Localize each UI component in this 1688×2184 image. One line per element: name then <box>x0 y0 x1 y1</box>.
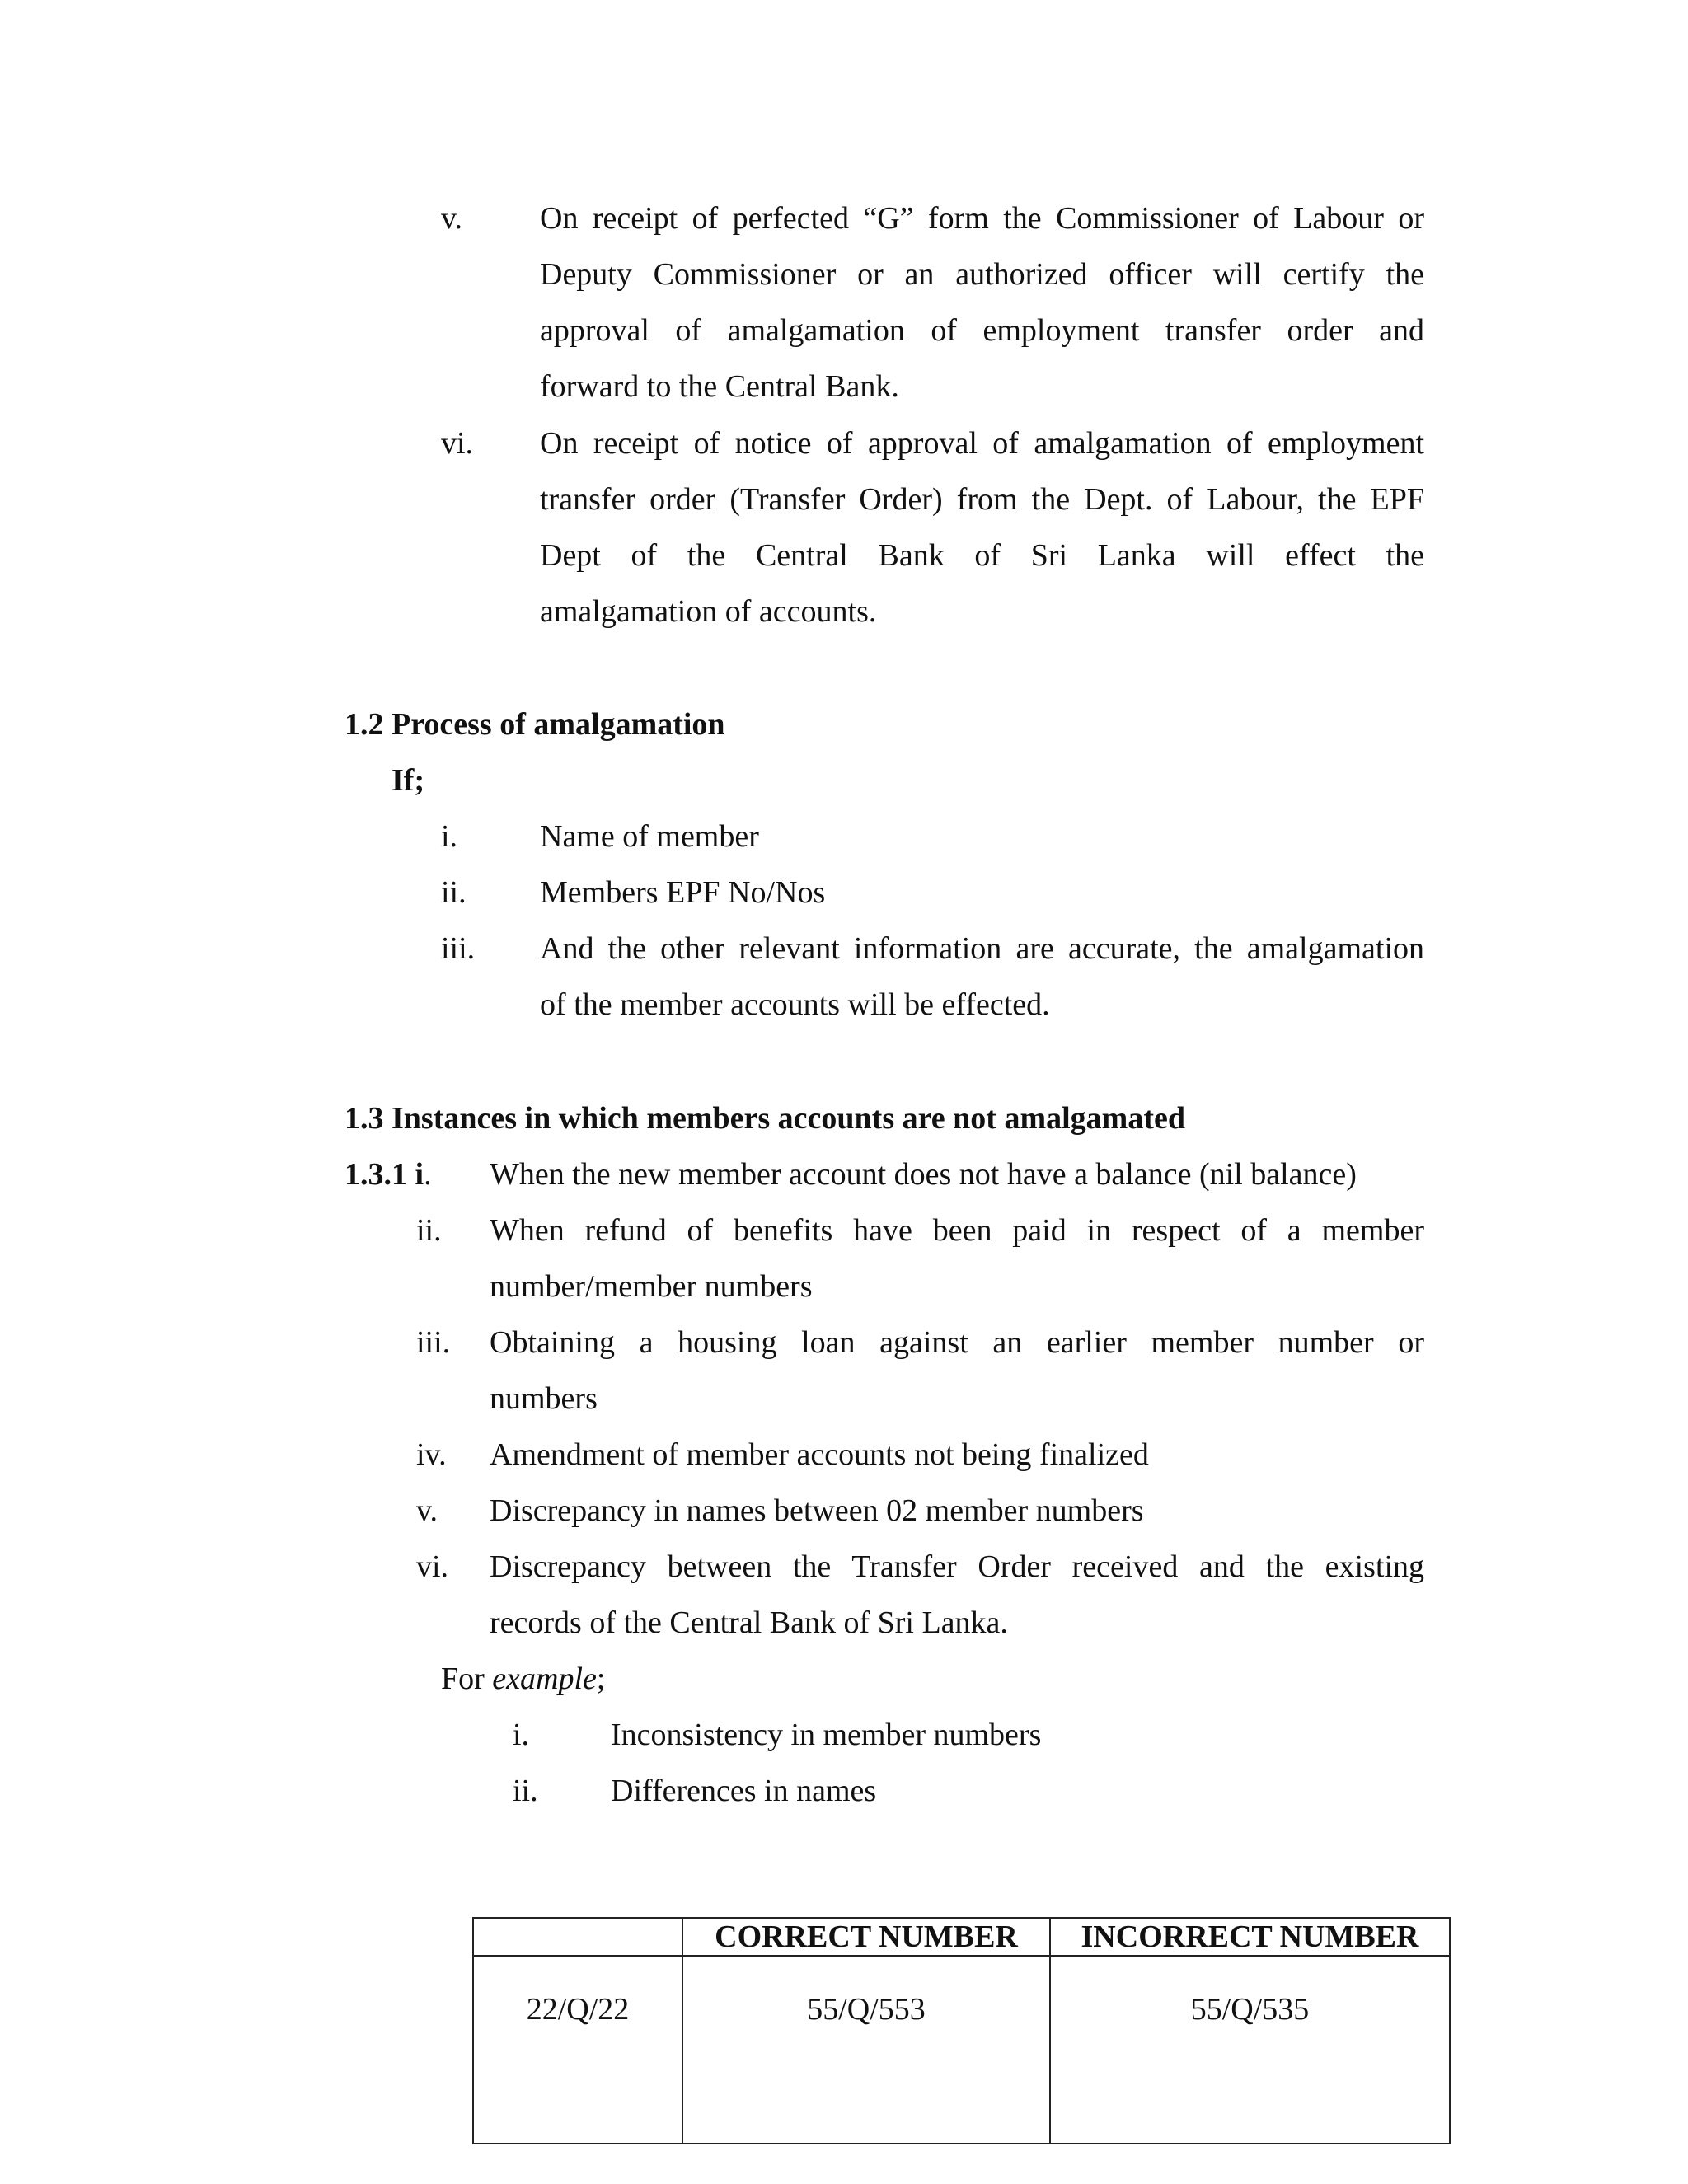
list-item: Discrepancy in names between 02 member numbers <box>490 1493 1144 1528</box>
if-label: If; <box>392 763 425 798</box>
list-number-v: v. <box>441 201 463 236</box>
section-heading-1-2: 1.2 Process of amalgamation <box>345 707 725 742</box>
list-item: When the new member account does not have a balance (nil balance) <box>490 1157 1357 1192</box>
list-number: i. <box>513 1718 530 1752</box>
section-heading-1-3: 1.3 Instances in which members accounts are not amalgamated <box>345 1101 1185 1136</box>
table-header-cell: INCORRECT NUMBER <box>1050 1918 1450 1956</box>
table-cell: 55/Q/535 <box>1050 1956 1450 2144</box>
example-intro <box>441 1663 605 1694</box>
list-item: When refund of benefits have been paid in respect of a member <box>490 1213 1424 1248</box>
list-number: v. <box>416 1493 438 1528</box>
example-word: example <box>492 1661 597 1696</box>
list-item: records of the Central Bank of Sri Lanka. <box>490 1605 1008 1640</box>
list-item: Name of member <box>540 819 759 854</box>
list-number: i. <box>441 819 458 854</box>
list-number-vi: vi. <box>441 426 474 461</box>
list-item-v-line-4: forward to the Central Bank. <box>540 369 899 404</box>
list-item: And the other relevant information are accurate, the amalgamation <box>540 931 1424 966</box>
table-header-row <box>473 1918 1450 1956</box>
list-number: vi. <box>416 1549 449 1584</box>
list-item: of the member accounts will be effected. <box>540 987 1050 1022</box>
list-item: Members EPF No/Nos <box>540 875 826 910</box>
example-suffix: ; <box>596 1661 606 1696</box>
list-item: Obtaining a housing loan against an earlier member number or <box>490 1325 1424 1360</box>
subsection-dot: . <box>424 1157 432 1192</box>
member-number-table <box>472 1917 1451 2144</box>
example-prefix: For <box>441 1661 493 1696</box>
list-item: Inconsistency in member numbers <box>611 1718 1042 1752</box>
list-item-vi-line-1: On receipt of notice of approval of amalgamation of employment <box>540 426 1424 461</box>
list-item-v-line-1: On receipt of perfected “G” form the Commissioner of Labour or <box>540 201 1424 236</box>
list-item: number/member numbers <box>490 1269 813 1304</box>
list-number: ii. <box>513 1774 538 1808</box>
table-cell: 22/Q/22 <box>473 1956 682 2144</box>
list-item-v-line-3: approval of amalgamation of employment transfer order and <box>540 313 1424 348</box>
list-item-v-line-2: Deputy Commissioner or an authorized officer will certify the <box>540 257 1424 292</box>
list-number: ii. <box>416 1213 442 1248</box>
subsection-number: 1.3.1 i <box>345 1157 424 1192</box>
subsection-number-1-3-1 <box>345 1159 432 1190</box>
list-number: iv. <box>416 1437 447 1472</box>
table-row <box>473 1956 1450 2144</box>
table-header-cell: CORRECT NUMBER <box>682 1918 1050 1956</box>
list-item-vi-line-3: Dept of the Central Bank of Sri Lanka will effect the <box>540 538 1424 573</box>
list-item: Discrepancy between the Transfer Order received and the existing <box>490 1549 1424 1584</box>
list-item: Amendment of member accounts not being finalized <box>490 1437 1149 1472</box>
table-header-cell <box>473 1918 682 1956</box>
table-cell: 55/Q/553 <box>682 1956 1050 2144</box>
list-item: Differences in names <box>611 1774 877 1808</box>
list-item: numbers <box>490 1381 598 1416</box>
list-number: iii. <box>416 1325 451 1360</box>
list-number: iii. <box>441 931 476 966</box>
list-item-vi-line-2: transfer order (Transfer Order) from the Dept. of Labour, the EPF <box>540 482 1424 517</box>
list-item-vi-line-4: amalgamation of accounts. <box>540 594 877 629</box>
list-number: ii. <box>441 875 467 910</box>
